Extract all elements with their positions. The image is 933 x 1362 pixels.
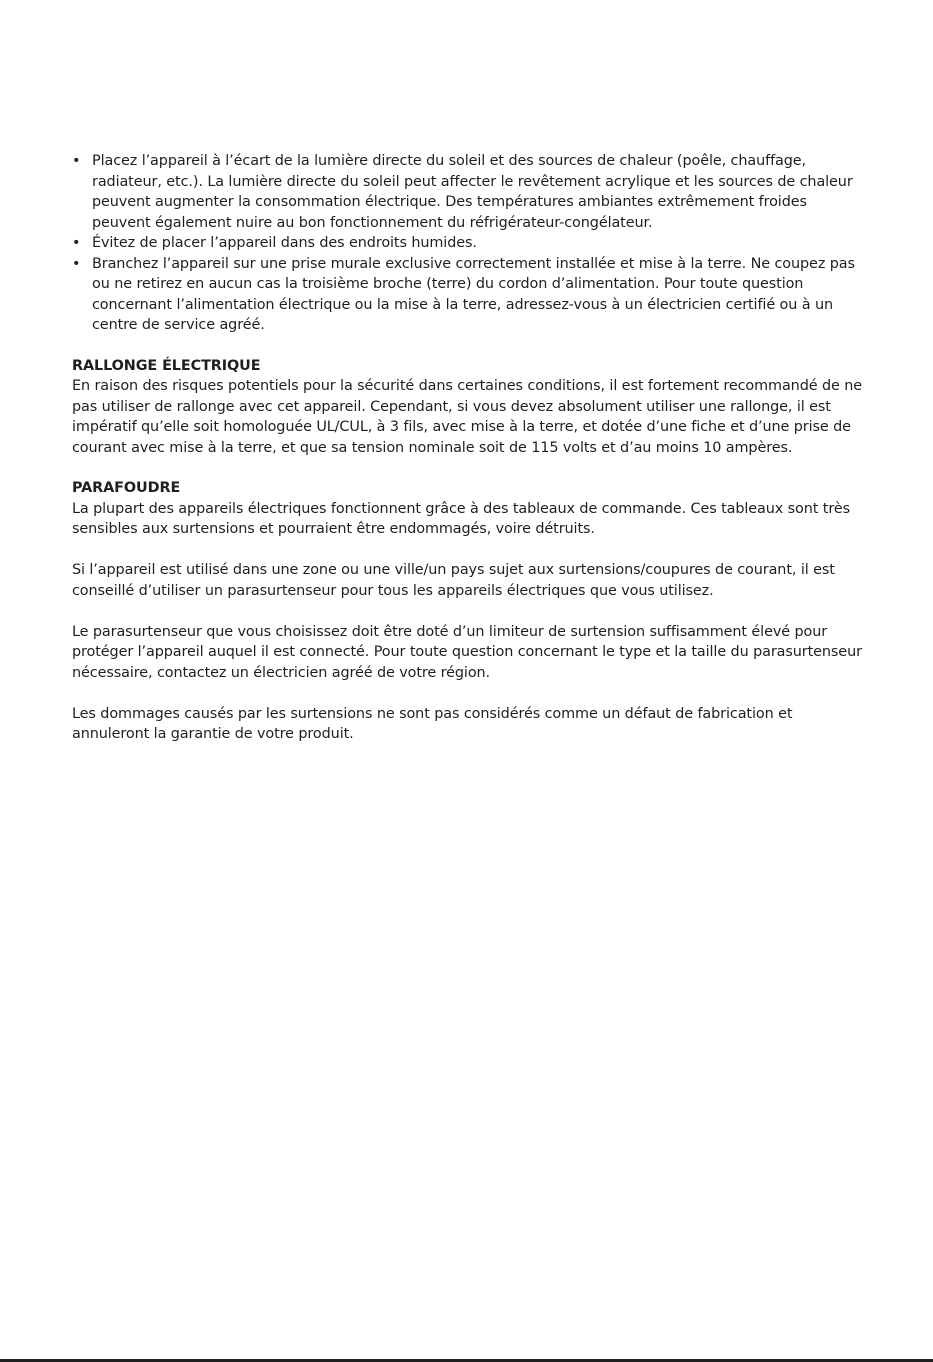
parafoudre-heading: PARAFOUDRE <box>72 480 181 496</box>
bullet-text: Branchez l’appareil sur une prise murale exclusive correctement installée et mise à la terre. Ne coupez pas ou ne retirez en aucun cas la troisième broche (terre) du cordon d’alimentation. Pour toute question concernant l’alimentation électrique ou la mise à la terre, adressez-vous à un électricien certifié ou à un centre de service agréé. <box>92 255 855 333</box>
bullet-text: Évitez de placer l’appareil dans des endroits humides. <box>92 235 477 251</box>
parafoudre-paragraph: Le parasurtenseur que vous choisissez doit être doté d’un limiteur de surtension suffisamment élevé pour protéger l’appareil auquel il est connecté. Pour toute question concernant le type et la taille du parasurtenseur nécessaire, contactez un électricien agréé de votre région. <box>72 623 862 681</box>
bullet-text: Placez l’appareil à l’écart de la lumière directe du soleil et des sources de chaleur (poêle, chauffage, radiateur, etc.). La lumière directe du soleil peut affecter le revêtement acrylique et les sources de chaleur peuvent augmenter la consommation électrique. Des températures ambiantes extrêmement froides peuvent également nuire au bon fonctionnement du réfrigérateur-congélateur. <box>92 153 853 231</box>
list-item <box>72 233 864 254</box>
bullet-icon: • <box>72 153 81 169</box>
page-content <box>72 151 864 745</box>
bullet-icon: • <box>72 255 81 272</box>
parafoudre-paragraph: Si l’appareil est utilisé dans une zone ou une ville/un pays sujet aux surtensions/coupures de courant, il est conseillé d’utiliser un parasurtenseur pour tous les appareils électriques que vous utilisez. <box>72 562 835 599</box>
parafoudre-paragraph: La plupart des appareils électriques fonctionnent grâce à des tableaux de commande. Ces tableaux sont très sensibles aux surtensions et pourraient être endommagés, voire détruits. <box>72 500 850 537</box>
parafoudre-paragraph: Les dommages causés par les surtensions ne sont pas considérés comme un défaut de fabrication et annuleront la garantie de votre produit. <box>72 705 793 742</box>
list-item <box>72 151 864 233</box>
bullet-icon: • <box>72 235 81 251</box>
rallonge-heading: RALLONGE ÉLECTRIQUE <box>72 357 261 374</box>
rallonge-paragraph: En raison des risques potentiels pour la sécurité dans certaines conditions, il est fortement recommandé de ne pas utiliser de rallonge avec cet appareil. Cependant, si vous devez absolument utiliser une rallonge, il est impératif qu’elle soit homologuée UL/CUL, à 3 fils, avec mise à la terre, et dotée d’une fiche et d’une prise de courant avec mise à la terre, et que sa tension nominale soit de 115 volts et d’au moins 10 ampères. <box>72 378 862 456</box>
list-item <box>72 254 864 336</box>
installation-bullet-list <box>72 151 864 336</box>
